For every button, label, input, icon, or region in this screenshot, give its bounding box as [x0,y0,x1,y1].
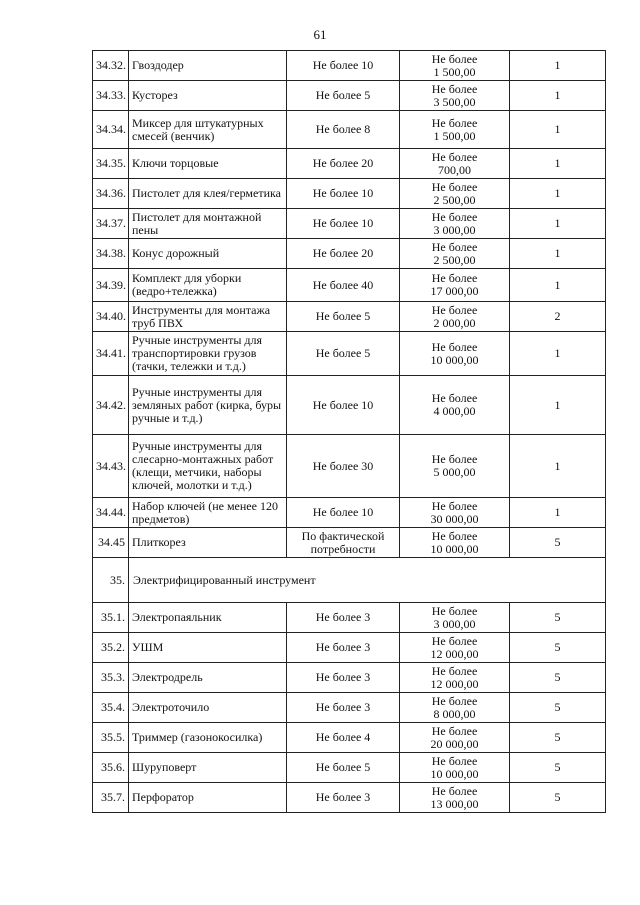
section-title: Электрифицированный инструмент [129,558,606,603]
item-quantity: Не более 5 [287,332,400,376]
item-name: Ручные инструменты для земляных работ (кирка, буры ручные и т.д.) [129,376,287,435]
table-row [93,332,606,376]
table-row [93,783,606,813]
item-price [400,81,510,111]
price-label: Не более [431,633,478,648]
item-quantity: Не более 10 [287,498,400,528]
row-number: 35.6. [93,753,129,783]
item-count: 1 [510,332,606,376]
item-price [400,498,510,528]
table-row [93,239,606,269]
price-value: 10 000,00 [430,541,479,556]
item-name: Инструменты для монтажа труб ПВХ [129,302,287,332]
item-name: Электропаяльник [129,603,287,633]
item-count: 2 [510,302,606,332]
item-name: Миксер для штукатурных смесей (венчик) [129,111,287,149]
item-price [400,693,510,723]
item-quantity: По фактической потребности [287,528,400,558]
item-quantity: Не более 3 [287,663,400,693]
item-name: Шуруповерт [129,753,287,783]
table-row [93,528,606,558]
item-quantity: Не более 3 [287,633,400,663]
item-price [400,723,510,753]
row-number: 34.40. [93,302,129,332]
item-quantity: Не более 20 [287,149,400,179]
price-value: 20 000,00 [430,736,479,751]
table-row [93,209,606,239]
item-quantity: Не более 8 [287,111,400,149]
price-value: 17 000,00 [430,284,479,298]
item-price [400,332,510,376]
price-value: 4 000,00 [433,404,476,418]
item-count: 1 [510,269,606,302]
item-quantity: Не более 3 [287,693,400,723]
price-value: 8 000,00 [433,706,476,721]
item-count: 1 [510,435,606,498]
row-number: 35.1. [93,603,129,633]
item-count: 5 [510,528,606,558]
item-count: 1 [510,111,606,149]
row-number: 34.41. [93,332,129,376]
item-count: 1 [510,239,606,269]
item-name: Пистолет для монтажной пены [129,209,287,239]
row-number: 34.37. [93,209,129,239]
item-count: 5 [510,753,606,783]
item-quantity: Не более 40 [287,269,400,302]
item-price [400,111,510,149]
section-row [93,558,606,603]
row-number: 34.38. [93,239,129,269]
item-count: 5 [510,663,606,693]
price-label: Не более [431,209,478,224]
price-label: Не более [431,603,478,618]
item-quantity: Не более 10 [287,51,400,81]
item-name: УШМ [129,633,287,663]
price-label: Не более [431,81,478,96]
item-quantity: Не более 5 [287,81,400,111]
item-count: 1 [510,179,606,209]
row-number: 35.7. [93,783,129,813]
item-quantity: Не более 3 [287,783,400,813]
price-value: 12 000,00 [430,676,479,691]
price-value: 3 500,00 [433,94,476,109]
item-name: Перфоратор [129,783,287,813]
price-value: 3 000,00 [433,222,476,237]
item-count: 5 [510,723,606,753]
section-number: 35. [93,558,129,603]
item-count: 5 [510,633,606,663]
row-number: 34.34. [93,111,129,149]
price-label: Не более [431,528,478,543]
item-name: Кусторез [129,81,287,111]
table-row [93,149,606,179]
item-price [400,269,510,302]
item-name: Электродрель [129,663,287,693]
table-row [93,302,606,332]
item-price [400,149,510,179]
item-count: 1 [510,81,606,111]
item-quantity: Не более 20 [287,239,400,269]
price-value: 1 500,00 [433,64,476,79]
item-name: Конус дорожный [129,239,287,269]
table-row [93,81,606,111]
price-value: 30 000,00 [430,511,479,526]
table-row [93,498,606,528]
item-name: Ключи торцовые [129,149,287,179]
price-value: 10 000,00 [430,766,479,781]
item-name: Гвоздодер [129,51,287,81]
table-section-header [93,558,606,603]
item-quantity: Не более 5 [287,302,400,332]
item-count: 1 [510,51,606,81]
row-number: 35.4. [93,693,129,723]
equipment-table [92,50,606,813]
table-row [93,111,606,149]
price-label: Не более [431,339,478,354]
table-row [93,663,606,693]
price-value: 700,00 [438,162,471,177]
item-quantity: Не более 10 [287,179,400,209]
price-label: Не более [431,179,478,194]
row-number: 34.33. [93,81,129,111]
table-row [93,723,606,753]
price-value: 1 500,00 [433,128,476,143]
item-price [400,783,510,813]
row-number: 34.35. [93,149,129,179]
item-name: Ручные инструменты для слесарно-монтажных работ (клещи, метчики, наборы ключей, молотки и т.д.) [129,435,287,498]
table-body-electric-tools [93,603,606,813]
item-price [400,633,510,663]
price-label: Не более [431,51,478,66]
item-quantity: Не более 30 [287,435,400,498]
row-number: 34.39. [93,269,129,302]
table-row [93,376,606,435]
item-price [400,239,510,269]
row-number: 34.45 [93,528,129,558]
price-label: Не более [431,723,478,738]
table-row [93,435,606,498]
item-count: 5 [510,693,606,723]
item-price [400,753,510,783]
item-price [400,663,510,693]
row-number: 34.36. [93,179,129,209]
price-value: 12 000,00 [430,646,479,661]
item-price [400,435,510,498]
row-number: 34.43. [93,435,129,498]
item-price [400,209,510,239]
item-name: Электроточило [129,693,287,723]
row-number: 34.42. [93,376,129,435]
item-count: 1 [510,498,606,528]
table-row [93,269,606,302]
item-quantity: Не более 4 [287,723,400,753]
item-quantity: Не более 3 [287,603,400,633]
item-count: 1 [510,376,606,435]
item-quantity: Не более 10 [287,209,400,239]
item-count: 1 [510,209,606,239]
price-value: 2 000,00 [433,315,476,330]
table-row [93,753,606,783]
table-body-hand-tools [93,51,606,558]
price-label: Не более [431,498,478,513]
item-price [400,603,510,633]
table-row [93,633,606,663]
item-price [400,376,510,435]
price-value: 5 000,00 [433,465,476,479]
row-number: 34.32. [93,51,129,81]
price-label: Не более [431,149,478,164]
table-row [93,603,606,633]
price-value: 10 000,00 [430,352,479,367]
price-label: Не более [431,271,478,285]
item-price [400,302,510,332]
table-row [93,693,606,723]
price-label: Не более [431,302,478,317]
price-value: 13 000,00 [430,796,479,811]
item-count: 5 [510,783,606,813]
table-row [93,179,606,209]
price-label: Не более [431,753,478,768]
row-number: 35.2. [93,633,129,663]
price-value: 3 000,00 [433,616,476,631]
item-name: Триммер (газонокосилка) [129,723,287,753]
table-row [93,51,606,81]
row-number: 34.44. [93,498,129,528]
price-label: Не более [431,452,478,466]
row-number: 35.3. [93,663,129,693]
item-quantity: Не более 10 [287,376,400,435]
price-value: 2 500,00 [433,252,476,267]
item-price [400,528,510,558]
row-number: 35.5. [93,723,129,753]
item-count: 1 [510,149,606,179]
item-price [400,51,510,81]
price-label: Не более [431,783,478,798]
item-name: Набор ключей (не менее 120 предметов) [129,498,287,528]
price-label: Не более [431,391,478,405]
item-count: 5 [510,603,606,633]
price-label: Не более [431,693,478,708]
price-label: Не более [431,239,478,254]
price-label: Не более [431,663,478,678]
item-name: Комплект для уборки (ведро+тележка) [129,269,287,302]
item-name: Плиткорез [129,528,287,558]
item-price [400,179,510,209]
page-number: 61 [313,27,327,42]
item-quantity: Не более 5 [287,753,400,783]
item-name: Пистолет для клея/герметика [129,179,287,209]
price-value: 2 500,00 [433,192,476,207]
price-label: Не более [431,115,478,130]
item-name: Ручные инструменты для транспортировки грузов (тачки, тележки и т.д.) [129,332,287,376]
